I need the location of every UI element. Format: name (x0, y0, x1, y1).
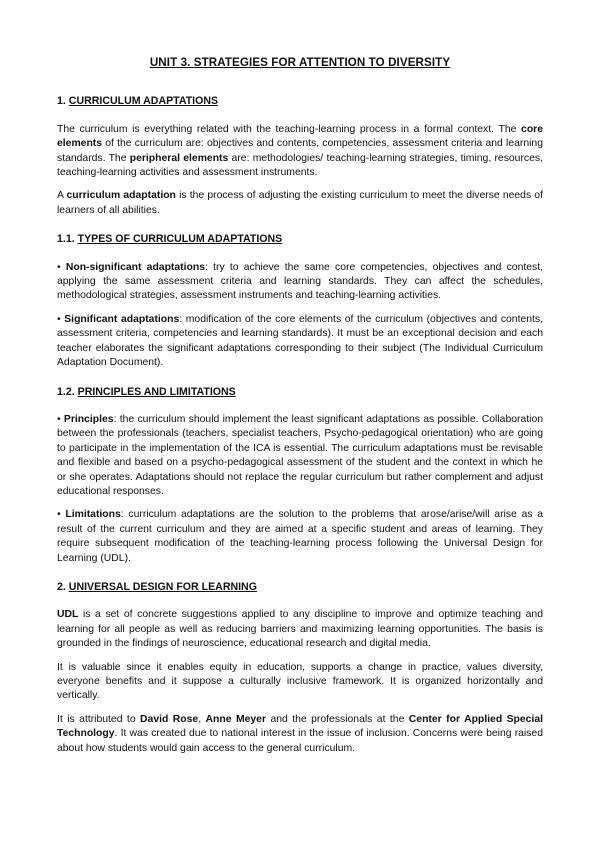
section-number: 2. (57, 580, 66, 593)
section-number: 1.1. (57, 233, 75, 246)
text-run: : try to achieve the same core competencies, objectives and contest, applying the same assessment criteria and learning standards. They can affect the schedules, methodological strategies, assessment instruments and teaching-learning activities. (57, 261, 543, 302)
section-number: 1. (57, 95, 66, 108)
text-run: : curriculum adaptations are the solution to the problems that arose/arise/will arise as a result of the current curriculum and they are aimed at a specific student and areas of learning. They require subsequent modification of the teaching-learning process following the Universal Design for Learning (UDL). (57, 509, 543, 564)
paragraph-curriculum-definition (57, 123, 543, 181)
bold-name-anne-meyer: Anne Meyer (205, 713, 267, 725)
bullet-glyph: • (57, 413, 64, 425)
text-run: are: methodologies/ teaching-learning strategies, timing, resources, teaching-learning activities and assessment instruments. (57, 152, 543, 179)
section-heading-curriculum-adaptations (57, 94, 543, 108)
paragraph-udl-definition (57, 608, 543, 651)
text-run: A (57, 190, 67, 202)
bold-term-peripheral-elements: peripheral elements (129, 152, 229, 164)
text-run: It is attributed to (57, 713, 141, 725)
paragraph-udl-value: It is valuable since it enables equity in education, supports a change in practice, values diversity, everyone benefits and it suppose a culturally inclusive framework. It is organized horizontally and vertically. (57, 661, 543, 702)
bold-term-udl: UDL (57, 609, 79, 621)
text-run: and the professionals at the (266, 713, 409, 725)
paragraph-udl-attribution (57, 713, 543, 756)
bullet-principles (57, 413, 543, 499)
section-heading-types (57, 232, 543, 246)
paragraph-curriculum-adaptation-definition (57, 189, 543, 218)
text-run: is the process of adjusting the existing curriculum to meet the diverse needs of learners of all abilities. (57, 190, 543, 216)
section-heading-udl (57, 580, 543, 594)
section-title: UNIVERSAL DESIGN FOR LEARNING (68, 580, 257, 593)
text-run: The curriculum is everything related with the teaching-learning process in a formal context. The (57, 123, 522, 135)
text-run: : modification of the core elements of the curriculum (objectives and contents, assessment criteria, competencies and learning standards). It must be an exceptional decision and each teacher elaborates the significant adaptations corresponding to their subject (The Individual Curriculum Adaptation Document). (57, 313, 543, 369)
text-run: of the curriculum are: objectives and contents, competencies, assessment criteria and learning standards. The (57, 138, 543, 164)
bullet-limitations (57, 508, 543, 566)
bold-term: Principles (63, 413, 114, 425)
text-run: is a set of concrete suggestions applied to any discipline to improve and optimize teaching and learning for all people as well as reducing barriers and maximizing learning opportunities. The basis is grounded in the findings of neuroscience, educational research and digital media. (57, 609, 543, 650)
text-run: . It was created due to national interest in the issue of inclusion. Concerns were being raised about how students would gain access to the general curriculum. (57, 728, 543, 754)
bullet-glyph: • (57, 509, 66, 521)
bold-term: Significant adaptations (64, 313, 180, 325)
bold-term-core-elements: core elements (57, 123, 543, 150)
section-number: 1.2. (57, 385, 75, 398)
bullet-glyph: • (57, 261, 66, 273)
bold-name-david-rose: David Rose (140, 713, 199, 725)
section-title: PRINCIPLES AND LIMITATIONS (77, 385, 236, 398)
bullet-glyph: • (57, 313, 65, 325)
section-heading-principles-limitations (57, 385, 543, 399)
bold-term: Limitations (65, 509, 121, 521)
bold-name-cast: Center for Applied Special Technology (57, 713, 543, 740)
bullet-significant-adaptations (57, 313, 543, 371)
text-run: , (198, 713, 206, 725)
bullet-non-significant-adaptations (57, 261, 543, 304)
section-title: TYPES OF CURRICULUM ADAPTATIONS (77, 233, 283, 246)
section-title: CURRICULUM ADAPTATIONS (68, 95, 219, 108)
text-run: : the curriculum should implement the least significant adaptations as possible. Collaboration between the professionals (teachers, specialist teachers, Psycho-pedagogical orientation) who are going to participate in the implementation of the ICA is essential. The curriculum adaptations must be revisable and flexible and based on a psycho-pedagogical assessment of the student and the context in which he or she operates. Adaptations should not replace the regular curriculum but rather complement and adjust educational responses. (57, 413, 543, 497)
bold-term-curriculum-adaptation: curriculum adaptation (66, 190, 176, 202)
bold-term: Non-significant adaptations (65, 261, 205, 273)
page-title: UNIT 3. STRATEGIES FOR ATTENTION TO DIVERSITY (149, 56, 451, 69)
